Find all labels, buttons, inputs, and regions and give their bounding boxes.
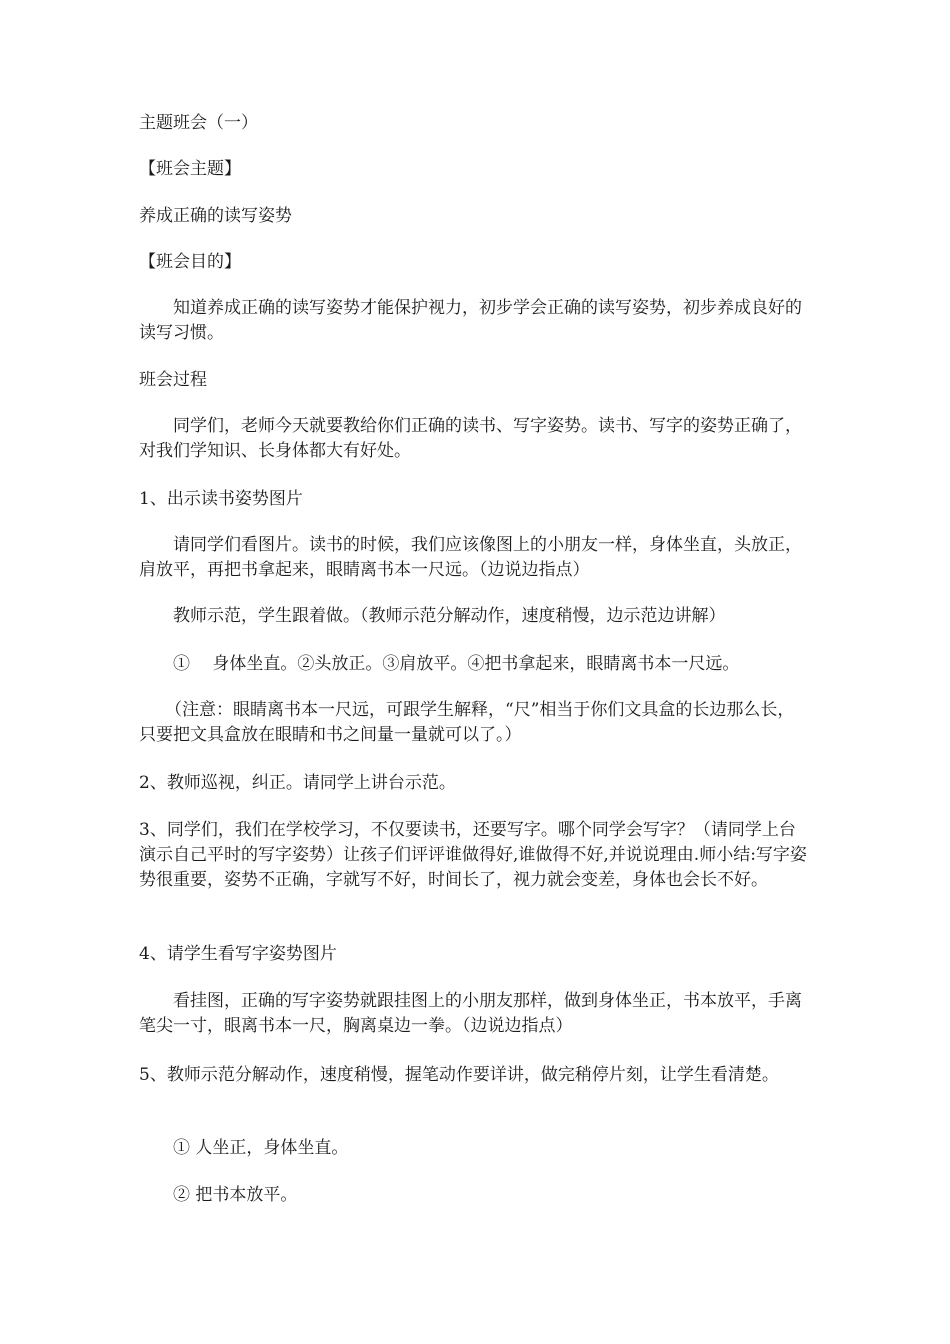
theme-text: 养成正确的读写姿势: [139, 206, 292, 226]
step-3-paragraph: 3、同学们，我们在学校学习，不仅要读书，还要写字。哪个同学会写字？（请同学上台演示自己平时的写字姿势）让孩子们评评谁做得好,谁做得不好,并说说理由.师小结:写字姿势很重要，姿势不正确，字就写不好，时间长了，视力就会变差，身体也会长不好。: [139, 820, 807, 890]
intro-paragraph: 同学们，老师今天就要教给你们正确的读书、写字姿势。读书、写字的姿势正确了，对我们学知识、长身体都大有好处。: [139, 416, 802, 461]
doc-title: 主题班会（一）: [139, 113, 258, 133]
section-heading-purpose: 【班会目的】: [139, 252, 241, 272]
note-paragraph: （注意：眼睛离书本一尺远，可跟学生解释，“尺”相当于你们文具盒的长边那么长，只要把文具盒放在眼睛和书之间量一量就可以了。）: [139, 700, 795, 745]
step-2-paragraph: 2、教师巡视，纠正。请同学上讲台示范。: [139, 773, 456, 793]
purpose-paragraph: 知道养成正确的读写姿势才能保护视力，初步学会正确的读写姿势，初步养成良好的读写习惯。: [139, 298, 802, 343]
step-5-paragraph: 5、教师示范分解动作，速度稍慢，握笔动作要详讲，做完稍停片刻，让学生看清楚。: [139, 1065, 779, 1085]
step-1-heading: 1、出示读书姿势图片: [139, 489, 303, 509]
section-heading-theme: 【班会主题】: [139, 159, 241, 179]
teacher-demo-paragraph: 教师示范，学生跟着做。（教师示范分解动作，速度稍慢，边示范边讲解）: [173, 606, 726, 626]
step-4-heading: 4、请学生看写字姿势图片: [139, 944, 337, 964]
section-heading-process: 班会过程: [139, 370, 207, 390]
reading-posture-paragraph: 请同学们看图片。读书的时候，我们应该像图上的小朋友一样，身体坐直，头放正，肩放平，再把书拿起来，眼睛离书本一尺远。（边说边指点）: [139, 535, 802, 580]
writing-step-2: ② 把书本放平。: [173, 1185, 298, 1205]
writing-posture-paragraph: 看挂图，正确的写字姿势就跟挂图上的小朋友那样，做到身体坐正，书本放平，手离笔尖一寸，眼离书本一尺，胸离桌边一拳。（边说边指点）: [139, 991, 802, 1036]
writing-step-1: ① 人坐正，身体坐直。: [173, 1138, 349, 1158]
reading-steps-list: ① 身体坐直。②头放正。③肩放平。④把书拿起来，眼睛离书本一尺远。: [173, 654, 740, 674]
